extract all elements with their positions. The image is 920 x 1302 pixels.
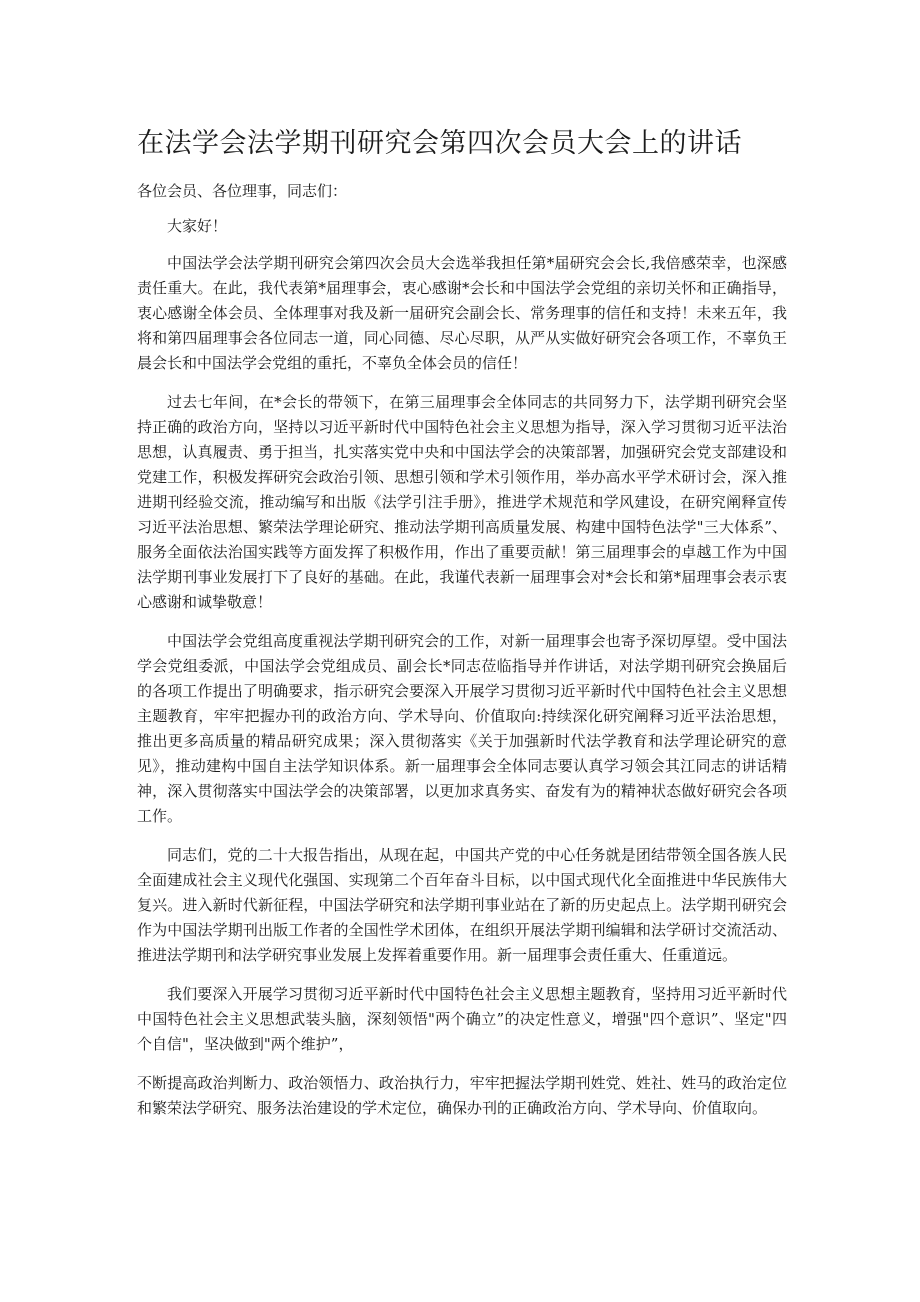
document-page — [137, 118, 787, 1131]
document-title: 在法学会法学期刊研究会第四次会员大会上的讲话 — [137, 128, 742, 159]
paragraph: 过去七年间，在*会长的带领下，在第三届理事会全体同志的共同努力下，法学期刊研究会坚持正确的政治方向，坚持以习近平新时代中国特色社会主义思想为指导，深入学习贯彻习近平法治思想，认真履责、勇于担当，扎实落实党中央和中国法学会的决策部署，加强研究会党支部建设和党建工作，积极发挥研究会政治引领、思想引领和学术引领作用，举办高水平学术研讨会，深入推进期刊经验交流，推动编写和出版《法学引注手册》，推进学术规范和学风建设，在研究阐释宣传习近平法治思想、繁荣法学理论研究、推动法学期刊高质量发展、构建中国特色法学"三大体系”、服务全面依法治国实践等方面发挥了积极作用，作出了重要贡献！第三届理事会的卓越工作为中国法学期刊事业发展打下了良好的基础。在此，我谨代表新一届理事会对*会长和第*届理事会表示衷心感谢和诚挚敬意！ — [137, 393, 787, 611]
paragraph: 中国法学会法学期刊研究会第四次会员大会选举我担任第*届研究会会长,我倍感荣幸，也深感责任重大。在此，我代表第*届理事会，衷心感谢*会长和中国法学会党组的亲切关怀和正确指导，衷心感谢全体会员、全体理事对我及新一届研究会副会长、常务理事的信任和支持！未来五年，我将和第四届理事会各位同志一道，同心同德、尽心尽职，从严从实做好研究会各项工作，不辜负王晨会长和中国法学会党组的重托，不辜负全体会员的信任！ — [137, 254, 787, 372]
paragraph: 同志们，党的二十大报告指出，从现在起，中国共产党的中心任务就是团结带领全国各族人民全面建成社会主义现代化强国、实现第二个百年奋斗目标，以中国式现代化全面推进中华民族伟大复兴。进入新时代新征程，中国法学研究和法学期刊事业站在了新的历史起点上。法学期刊研究会作为中国法学期刊出版工作者的全国性学术团体，在组织开展法学期刊编辑和法学研讨交流活动、推进法学期刊和法学研究事业发展上发挥着重要作用。新一届理事会责任重大、任重道远。 — [137, 846, 787, 964]
paragraph: 我们要深入开展学习贯彻习近平新时代中国特色社会主义思想主题教育，坚持用习近平新时代中国特色社会主义思想武装头脑，深刻领悟"两个确立”的决定性意义，增强"四个意识”、坚定"四个自信"，坚决做到"两个维护”， — [137, 985, 787, 1053]
paragraph: 不断提高政治判断力、政治领悟力、政治执行力，牢牢把握法学期刊姓党、姓社、姓马的政治定位和繁荣法学研究、服务法治建设的学术定位，确保办刊的正确政治方向、学术导向、价值取向。 — [137, 1074, 787, 1117]
paragraph: 中国法学会党组高度重视法学期刊研究会的工作，对新一届理事会也寄予深切厚望。受中国法学会党组委派，中国法学会党组成员、副会长*同志莅临指导并作讲话，对法学期刊研究会换届后的各项工作提出了明确要求，指示研究会要深入开展学习贯彻习近平新时代中国特色社会主义思想主题教育，牢牢把握办刊的政治方向、学术导向、价值取向:持续深化研究阐释习近平法治思想，推出更多高质量的精品研究成果；深入贯彻落实《关于加强新时代法学教育和法学理论研究的意见》，推动建构中国自主法学知识体系。新一届理事会全体同志要认真学习领会其江同志的讲话精神，深入贯彻落实中国法学会的决策部署，以更加求真务实、奋发有为的精神状态做好研究会各项工作。 — [137, 632, 787, 825]
salutation: 各位会员、各位理事，同志们： — [137, 182, 348, 200]
paragraph-greeting: 大家好！ — [167, 217, 228, 235]
